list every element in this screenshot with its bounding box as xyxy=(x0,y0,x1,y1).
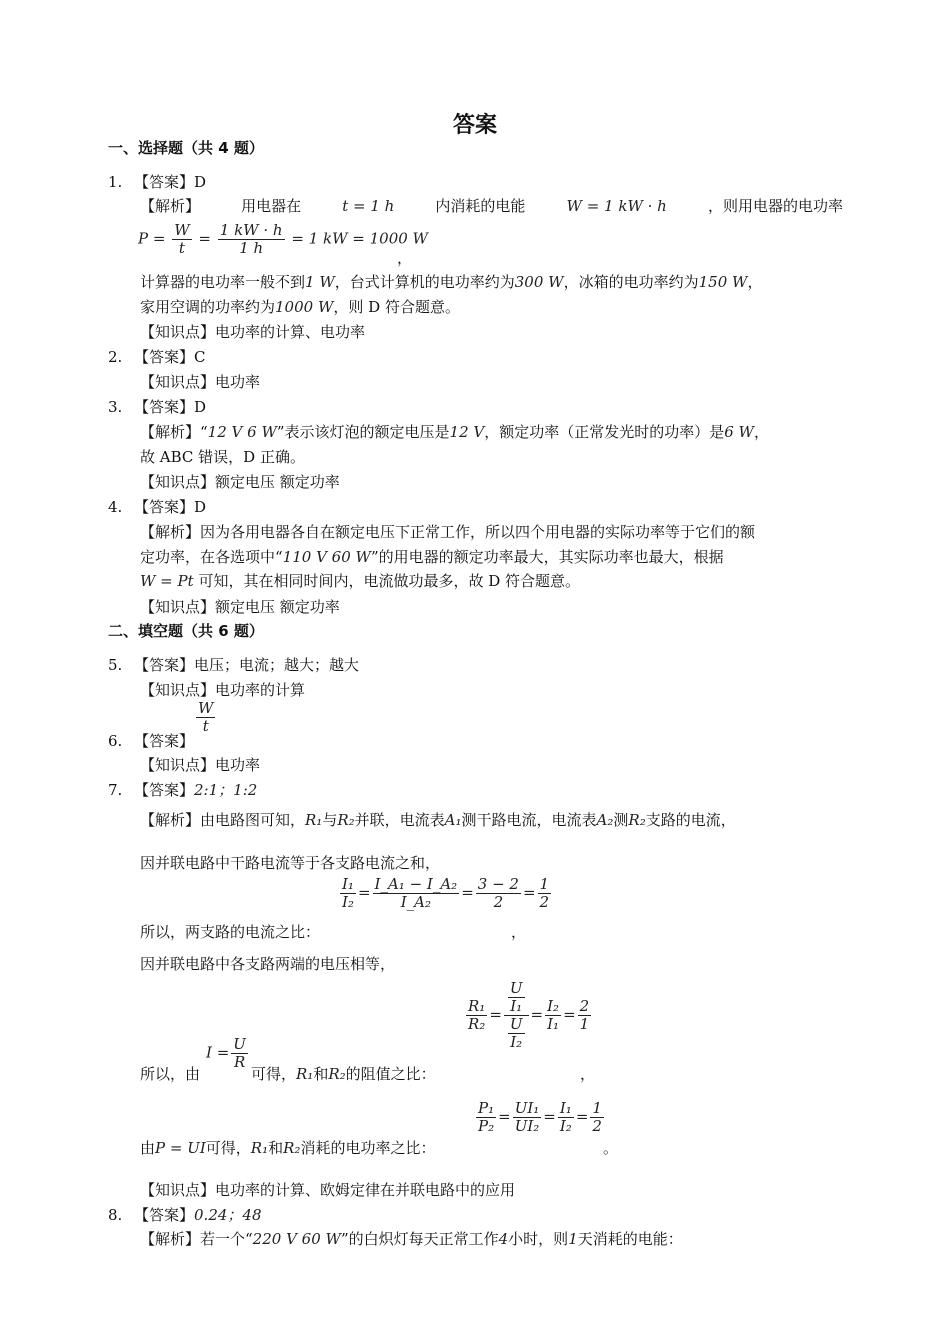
text: ， xyxy=(753,423,769,441)
frac-den: I₁ xyxy=(547,1015,560,1033)
question-8-number: 8. xyxy=(108,1206,123,1224)
fraction-w-over-t xyxy=(172,222,191,257)
frac-den: 2 xyxy=(539,893,550,911)
frac-den: 1 xyxy=(579,1015,590,1033)
text: 可得， xyxy=(251,1065,297,1083)
analysis-label: 【解析】 xyxy=(140,197,201,215)
text: 【解析】“ xyxy=(140,423,208,441)
frac-num: W xyxy=(198,699,214,717)
question-5-number: 5. xyxy=(108,656,123,674)
text: ， xyxy=(747,273,763,291)
math-150w: 150 W xyxy=(698,273,748,291)
eq-sign: = xyxy=(461,883,474,902)
comma: ， xyxy=(511,923,527,941)
question-6-number: 6. xyxy=(108,732,123,750)
frac-num: U xyxy=(509,1015,523,1033)
analysis-text: 内消耗的电能 xyxy=(435,197,526,215)
text: 与 xyxy=(322,811,338,829)
question-6-knowledge-point: 【知识点】电功率 xyxy=(140,756,261,774)
frac-den: R xyxy=(233,1053,246,1071)
math-w-pt: W = Pt xyxy=(140,572,194,590)
math-r1: R₁ xyxy=(296,1065,314,1083)
frac-den: I₂ xyxy=(559,1117,572,1135)
question-7-analysis-line-5 xyxy=(140,1064,200,1084)
math-rating: 110 V 60 W xyxy=(282,548,371,566)
fraction-u-over-r xyxy=(231,1036,248,1071)
fraction xyxy=(506,980,527,1015)
question-5-knowledge-point: 【知识点】电功率的计算 xyxy=(140,681,306,699)
eq-sign: = xyxy=(522,883,536,902)
frac-den: I₂ xyxy=(510,1033,523,1051)
eq-sign: = xyxy=(489,1005,502,1024)
text: 小时，则 xyxy=(508,1230,569,1248)
eq-sign: = xyxy=(357,883,371,902)
text: 和 xyxy=(268,1139,284,1157)
eq-sign: = xyxy=(198,229,211,248)
math-r2: R₂ xyxy=(283,1139,301,1157)
comma: ， xyxy=(397,249,413,267)
text: 支路的电流， xyxy=(645,811,736,829)
text: 【解析】由电路图可知， xyxy=(140,811,306,829)
text: 天消耗的电能： xyxy=(577,1230,683,1248)
math-rating: 220 V 60 W xyxy=(252,1230,341,1248)
question-4-number: 4. xyxy=(108,498,123,516)
math-r2: R₂ xyxy=(628,811,646,829)
question-7-resistance-ratio-equation xyxy=(464,980,593,1051)
frac-num: U xyxy=(233,1035,246,1053)
frac-num: 1 xyxy=(539,875,550,893)
math-p-ui: P = UI xyxy=(155,1139,206,1157)
frac-den: I_A₂ xyxy=(400,893,431,911)
math-i: I = xyxy=(206,1043,230,1062)
fraction xyxy=(578,998,592,1033)
fraction xyxy=(476,1100,496,1135)
question-3-number: 3. xyxy=(108,398,123,416)
question-2-number: 2. xyxy=(108,348,123,366)
text: ”表示该灯泡的额定电压是 xyxy=(276,423,450,441)
question-1-knowledge-point: 【知识点】电功率的计算、电功率 xyxy=(140,323,366,341)
text: 计算器的电功率一般不到 xyxy=(140,273,306,291)
fraction-kwh-over-h xyxy=(218,222,285,257)
question-4-knowledge-point: 【知识点】额定电压 额定功率 xyxy=(140,598,340,616)
frac-num: I₁ xyxy=(342,875,354,893)
eq-sign: = xyxy=(530,1005,544,1024)
question-7-power-ratio-equation xyxy=(474,1100,606,1135)
question-7-analysis-line-6 xyxy=(140,1138,435,1158)
fraction xyxy=(373,876,460,911)
frac-num: UI₁ xyxy=(514,1099,540,1117)
frac-den: t xyxy=(178,239,185,257)
question-1-answer: 【答案】D xyxy=(134,173,207,191)
text: 由 xyxy=(140,1139,156,1157)
question-4-analysis-line-3 xyxy=(140,571,580,591)
eq-sign: = xyxy=(498,1107,511,1126)
question-7-analysis-line-4: 因并联电路中各支路两端的电压相等， xyxy=(140,955,396,973)
question-3-answer: 【答案】D xyxy=(134,398,207,416)
frac-num: W xyxy=(174,221,190,239)
math-a2: A₂ xyxy=(596,811,614,829)
math-4: 4 xyxy=(498,1230,509,1248)
question-7-analysis-line-3-label: 所以，两支路的电流之比： xyxy=(140,923,321,941)
math-r2: R₂ xyxy=(328,1065,346,1083)
question-2-answer: 【答案】C xyxy=(134,348,206,366)
frac-num: 1 kW · h xyxy=(219,221,283,239)
eq-sign: = xyxy=(575,1107,589,1126)
text: ，额定功率（正常发光时的功率）是 xyxy=(484,423,725,441)
fraction xyxy=(590,1100,604,1135)
eq-result: = 1 kW = 1000 W xyxy=(291,229,428,248)
question-2-knowledge-point: 【知识点】电功率 xyxy=(140,373,261,391)
question-1-analysis-line-1 xyxy=(140,196,843,216)
analysis-text: 用电器在 xyxy=(241,197,302,215)
frac-den: UI₂ xyxy=(514,1117,540,1135)
question-6-answer: 【答案】 xyxy=(134,732,195,750)
frac-num: U xyxy=(509,979,523,997)
frac-num: R₁ xyxy=(468,997,486,1015)
text: 可得， xyxy=(205,1139,251,1157)
math-1: 1 xyxy=(568,1230,578,1248)
math-6w: 6 W xyxy=(724,423,754,441)
fraction xyxy=(466,998,487,1033)
math-time: t = 1 h xyxy=(342,197,395,215)
question-3-knowledge-point: 【知识点】额定电压 额定功率 xyxy=(140,473,340,491)
question-7-knowledge-point: 【知识点】电功率的计算、欧姆定律在并联电路中的应用 xyxy=(140,1181,516,1199)
page-title: 答案 xyxy=(452,113,497,138)
question-7-answer xyxy=(134,780,257,800)
text: ，台式计算机的电功率约为 xyxy=(334,273,515,291)
fraction xyxy=(476,876,521,911)
text: 可知，其在相同时间内，电流做功最多，故 D 符合题意。 xyxy=(198,572,581,590)
question-6-fraction xyxy=(194,700,217,735)
comma: ， xyxy=(580,1065,596,1083)
question-1-analysis-line-3 xyxy=(140,272,762,292)
question-4-analysis-line-2 xyxy=(140,547,724,567)
answer-label: 【答案】 xyxy=(134,1206,195,1224)
math-energy: W = 1 kW · h xyxy=(566,197,667,215)
frac-den: R₂ xyxy=(468,1015,486,1033)
text: 所以，由 xyxy=(140,1065,201,1083)
section-heading-fill: 二、填空题（共 6 题） xyxy=(108,622,264,640)
frac-den: 2 xyxy=(592,1117,602,1135)
answer-value: 2:1；1:2 xyxy=(194,781,258,799)
question-5-answer: 【答案】电压；电流；越大；越大 xyxy=(134,656,360,674)
fraction xyxy=(538,876,552,911)
text: 和 xyxy=(313,1065,329,1083)
text: ”的用电器的额定功率最大，其实际功率也最大，根据 xyxy=(370,548,724,566)
math-a1: A₁ xyxy=(444,811,462,829)
question-3-analysis-line-1 xyxy=(140,422,769,442)
frac-den: P₂ xyxy=(478,1117,495,1135)
math-r1: R₁ xyxy=(250,1139,269,1157)
fraction-w-over-t xyxy=(196,700,215,735)
fraction xyxy=(545,998,561,1033)
frac-den: 2 xyxy=(493,893,504,911)
text: 定功率，在各选项中“ xyxy=(140,548,283,566)
eq-p: P = xyxy=(138,229,166,248)
text: ”的白炽灯每天正常工作 xyxy=(340,1230,499,1248)
frac-num: 3 − 2 xyxy=(477,875,519,893)
text: 家用空调的功率约为 xyxy=(140,298,276,316)
fraction xyxy=(558,1100,574,1135)
question-8-analysis-line-1 xyxy=(140,1229,683,1249)
math-rating: 12 V 6 W xyxy=(207,423,277,441)
frac-num: I₂ xyxy=(547,997,560,1015)
math-r1: R₁ xyxy=(305,811,323,829)
fraction xyxy=(506,1016,527,1051)
analysis-text: ，则用电器的电功率 xyxy=(707,197,843,215)
question-7-number: 7. xyxy=(108,781,123,799)
math-300w: 300 W xyxy=(514,273,564,291)
math-1w: 1 W xyxy=(305,273,335,291)
compound-fraction xyxy=(504,980,529,1051)
fraction xyxy=(513,1100,542,1135)
question-1-number: 1. xyxy=(108,173,123,191)
text: 测干路电流，电流表 xyxy=(461,811,597,829)
question-7-analysis-line-2: 因并联电路中干路电流等于各支路电流之和， xyxy=(140,854,441,872)
text: ，冰箱的电功率约为 xyxy=(563,273,699,291)
text: ，则 D 符合题意。 xyxy=(333,298,460,316)
text: 【解析】若一个“ xyxy=(140,1230,253,1248)
fraction xyxy=(340,876,356,911)
ohms-law-inline xyxy=(206,1036,250,1071)
math-1000w: 1000 W xyxy=(275,298,334,316)
frac-den: t xyxy=(202,717,209,735)
question-7-current-ratio-equation xyxy=(338,876,553,911)
question-4-answer: 【答案】D xyxy=(134,498,207,516)
frac-num: I_A₁ − I_A₂ xyxy=(374,875,458,893)
answer-value: 0.24；48 xyxy=(194,1206,262,1224)
frac-den: I₁ xyxy=(510,997,523,1015)
question-3-analysis-line-2: 故 ABC 错误，D 正确。 xyxy=(140,448,305,466)
math-12v: 12 V xyxy=(449,423,485,441)
eq-sign: = xyxy=(563,1005,576,1024)
frac-num: P₁ xyxy=(478,1099,495,1117)
answer-label: 【答案】 xyxy=(134,781,195,799)
frac-num: 1 xyxy=(592,1099,602,1117)
frac-den: 1 h xyxy=(239,239,264,257)
eq-sign: = xyxy=(543,1107,556,1126)
frac-num: I₁ xyxy=(559,1099,572,1117)
question-7-analysis-line-1 xyxy=(140,810,736,830)
text: 的阻值之比： xyxy=(345,1065,436,1083)
frac-den: I₂ xyxy=(342,893,354,911)
frac-num: 2 xyxy=(579,997,590,1015)
question-1-analysis-line-4 xyxy=(140,297,460,317)
text: 消耗的电功率之比： xyxy=(300,1139,436,1157)
question-4-analysis-line-1: 【解析】因为各用电器各自在额定电压下正常工作，所以四个用电器的实际功率等于它们的额 xyxy=(140,523,756,541)
question-7-analysis-line-5-rest xyxy=(251,1064,436,1084)
question-8-answer xyxy=(134,1205,262,1225)
question-1-power-equation xyxy=(138,222,428,257)
math-r2: R₂ xyxy=(337,811,355,829)
period: 。 xyxy=(603,1139,619,1157)
text: 测 xyxy=(613,811,629,829)
section-heading-choice: 一、选择题（共 4 题） xyxy=(108,139,264,157)
text: 并联，电流表 xyxy=(354,811,445,829)
